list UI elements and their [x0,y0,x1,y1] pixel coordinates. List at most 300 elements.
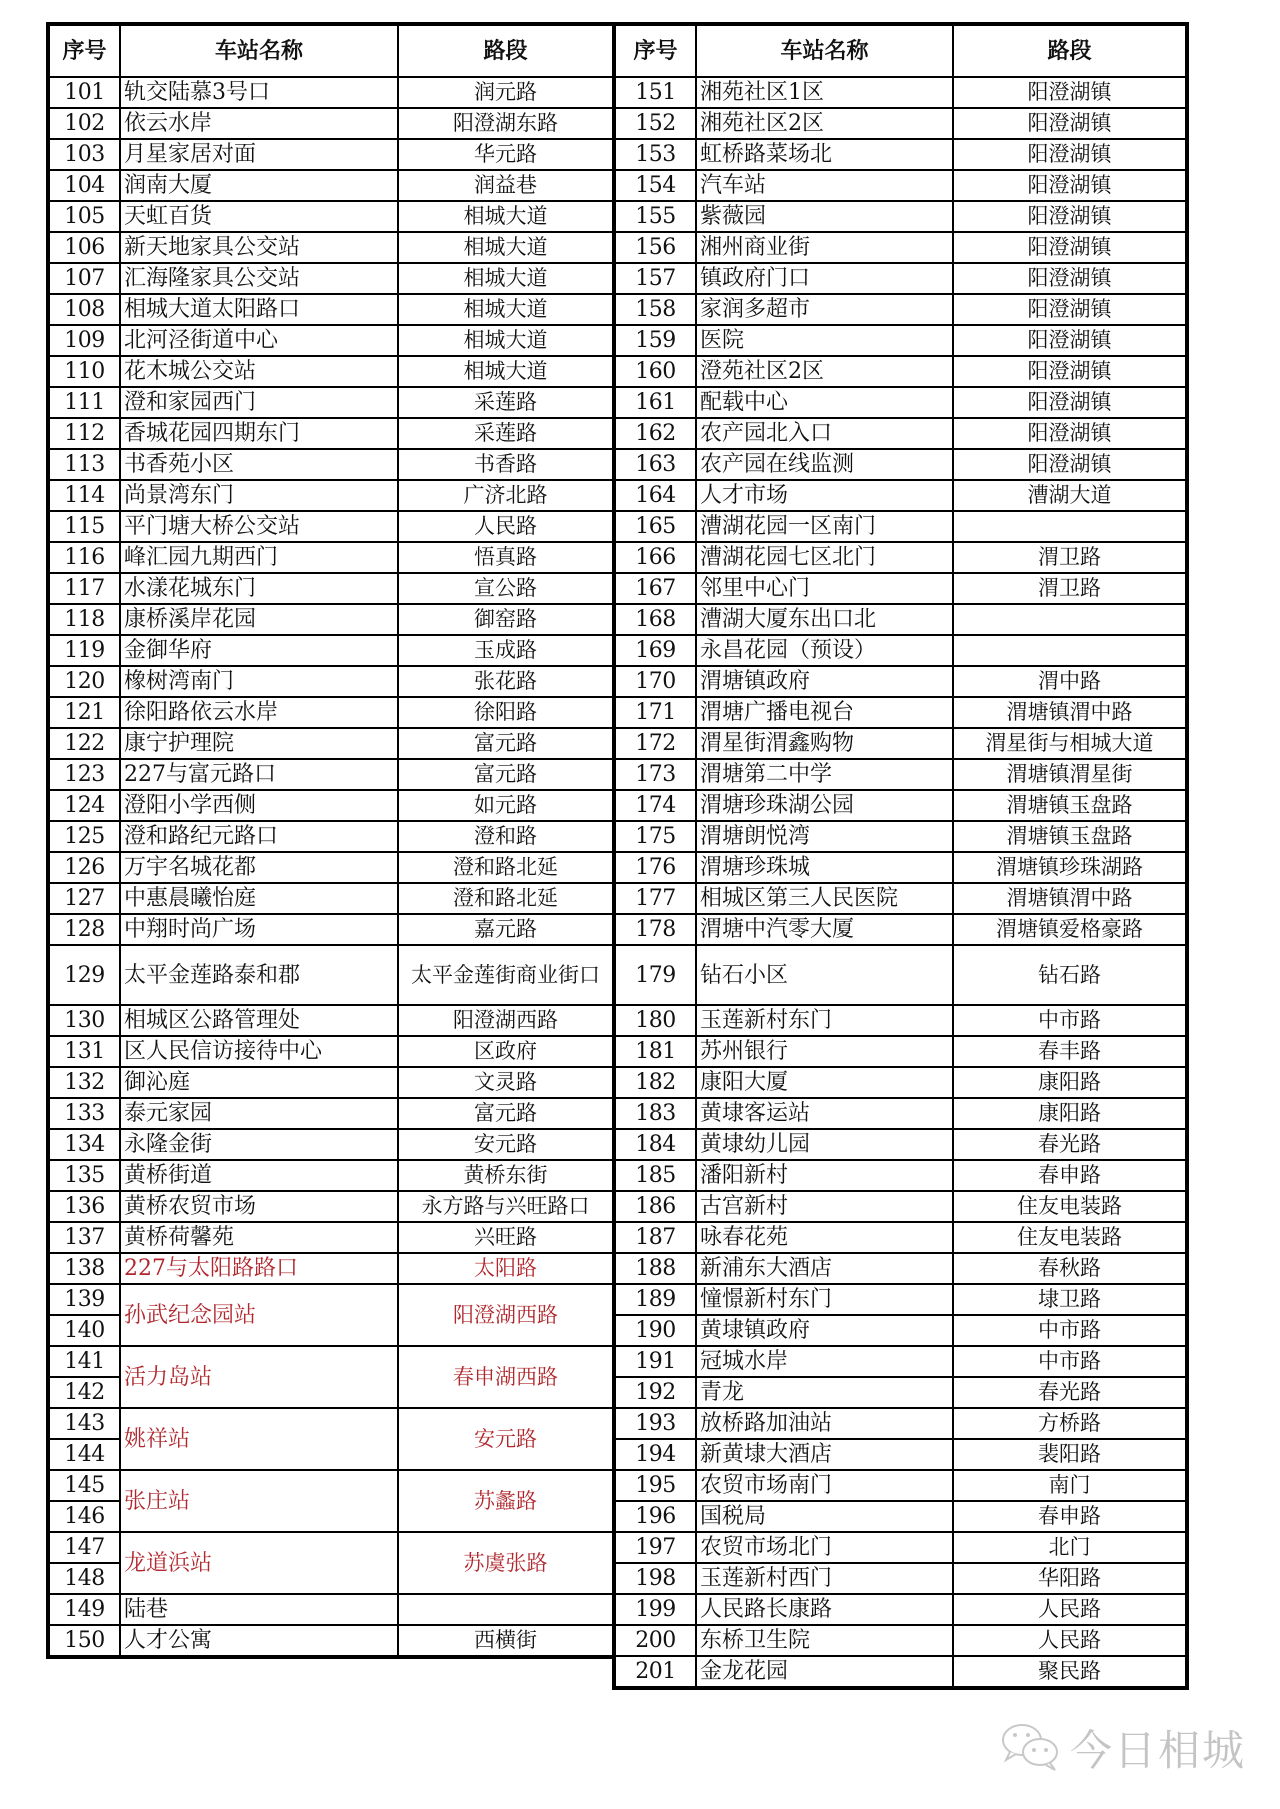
station-name: 农贸市场北门 [696,1532,953,1563]
road-name: 采莲路 [398,418,614,449]
table-row [614,1563,1187,1594]
table-row [614,759,1187,790]
station-name: 漕湖花园一区南门 [696,511,953,542]
row-no: 149 [48,1594,120,1625]
road-name: 如元路 [398,790,614,821]
station-name: 家润多超市 [696,294,953,325]
table-row [614,108,1187,139]
station-name: 农产园北入口 [696,418,953,449]
table-row [614,139,1187,170]
wechat-icon [1000,1720,1062,1776]
station-name: 御沁庭 [120,1067,398,1098]
station-name: 医院 [696,325,953,356]
station-name: 万宇名城花都 [120,852,398,883]
row-no: 104 [48,170,120,201]
table-row [48,1005,614,1036]
table-row [614,790,1187,821]
road-name: 富元路 [398,1098,614,1129]
row-no: 106 [48,232,120,263]
table-row [614,1067,1187,1098]
row-no: 123 [48,759,120,790]
row-no: 168 [614,604,696,635]
row-no: 199 [614,1594,696,1625]
station-table-left [46,22,616,1659]
road-name: 太平金莲街商业街口 [398,945,614,1005]
station-name: 汇海隆家具公交站 [120,263,398,294]
table-row [48,170,614,201]
station-name: 月星家居对面 [120,139,398,170]
header-no: 序号 [48,24,120,77]
row-no: 102 [48,108,120,139]
row-no: 175 [614,821,696,852]
road-name: 中市路 [953,1315,1187,1346]
row-no: 121 [48,697,120,728]
station-name: 香城花园四期东门 [120,418,398,449]
table-row [48,666,614,697]
row-no: 196 [614,1501,696,1532]
table-row [48,1284,614,1315]
table-row [614,1625,1187,1656]
road-name: 阳澄湖镇 [953,449,1187,480]
table-row [48,201,614,232]
road-name: 春申湖西路 [398,1346,614,1408]
station-name: 新浦东大酒店 [696,1253,953,1284]
station-name: 黄埭镇政府 [696,1315,953,1346]
road-name: 黄桥东街 [398,1160,614,1191]
road-name: 广济北路 [398,480,614,511]
row-no: 110 [48,356,120,387]
row-no: 155 [614,201,696,232]
road-name: 阳澄湖镇 [953,139,1187,170]
station-name: 黄桥荷馨苑 [120,1222,398,1253]
row-no: 103 [48,139,120,170]
station-name: 玉莲新村西门 [696,1563,953,1594]
table-row [614,294,1187,325]
row-no: 151 [614,77,696,108]
station-name: 黄埭客运站 [696,1098,953,1129]
row-no: 127 [48,883,120,914]
station-name: 渭星街渭鑫购物 [696,728,953,759]
table-row [614,1253,1187,1284]
table-row [614,201,1187,232]
table-row [614,1470,1187,1501]
row-no: 198 [614,1563,696,1594]
table-row [48,1129,614,1160]
road-name: 渭塘镇渭星街 [953,759,1187,790]
road-name: 渭卫路 [953,573,1187,604]
road-name: 西横街 [398,1625,614,1657]
station-name: 湘苑社区1区 [696,77,953,108]
row-no: 169 [614,635,696,666]
row-no: 137 [48,1222,120,1253]
row-no: 136 [48,1191,120,1222]
row-no: 162 [614,418,696,449]
table-row [48,1191,614,1222]
station-name: 轨交陆慕3号口 [120,77,398,108]
table-row [614,77,1187,108]
row-no: 144 [48,1439,120,1470]
row-no: 159 [614,325,696,356]
row-no: 187 [614,1222,696,1253]
watermark [1000,1718,1246,1778]
row-no: 184 [614,1129,696,1160]
row-no: 183 [614,1098,696,1129]
row-no: 116 [48,542,120,573]
table-row [48,77,614,108]
table-row [48,480,614,511]
station-name: 农产园在线监测 [696,449,953,480]
road-name: 人民路 [398,511,614,542]
row-no: 128 [48,914,120,945]
station-name: 镇政府门口 [696,263,953,294]
road-name: 相城大道 [398,201,614,232]
table-row [614,418,1187,449]
station-name: 澄苑社区2区 [696,356,953,387]
row-no: 160 [614,356,696,387]
row-no: 108 [48,294,120,325]
station-name: 新黄埭大酒店 [696,1439,953,1470]
road-name: 渭中路 [953,666,1187,697]
table-row [614,635,1187,666]
header-name: 车站名称 [120,24,398,77]
row-no: 133 [48,1098,120,1129]
station-name: 苏州银行 [696,1036,953,1067]
road-name: 华阳路 [953,1563,1187,1594]
row-no: 161 [614,387,696,418]
road-name: 采莲路 [398,387,614,418]
row-no: 177 [614,883,696,914]
table-row [48,852,614,883]
row-no: 134 [48,1129,120,1160]
row-no: 185 [614,1160,696,1191]
station-name: 人才市场 [696,480,953,511]
road-name: 人民路 [953,1594,1187,1625]
station-name: 澄阳小学西侧 [120,790,398,821]
station-name: 227与富元路口 [120,759,398,790]
station-name: 湘苑社区2区 [696,108,953,139]
left-body [48,77,614,1657]
row-no: 132 [48,1067,120,1098]
header-name: 车站名称 [696,24,953,77]
road-name: 宣公路 [398,573,614,604]
row-no: 179 [614,945,696,1005]
table-row [614,1005,1187,1036]
row-no: 188 [614,1253,696,1284]
station-name: 张庄站 [120,1470,398,1532]
table-row [614,945,1187,1005]
road-name [398,1594,614,1625]
road-name: 春申路 [953,1501,1187,1532]
row-no: 118 [48,604,120,635]
station-name: 相城区公路管理处 [120,1005,398,1036]
station-name: 227与太阳路路口 [120,1253,398,1284]
row-no: 163 [614,449,696,480]
station-name: 永昌花园（预设） [696,635,953,666]
header-road: 路段 [398,24,614,77]
road-name: 徐阳路 [398,697,614,728]
table-row [48,139,614,170]
station-name: 渭塘中汽零大厦 [696,914,953,945]
table-row [48,1253,614,1284]
road-name: 渭星街与相城大道 [953,728,1187,759]
station-name: 黄桥街道 [120,1160,398,1191]
header-road: 路段 [953,24,1187,77]
road-name: 阳澄湖镇 [953,418,1187,449]
table-row [614,511,1187,542]
row-no: 113 [48,449,120,480]
table-row [48,1625,614,1657]
road-name [953,635,1187,666]
header-row [48,24,614,77]
row-no: 122 [48,728,120,759]
station-name: 相城大道太阳路口 [120,294,398,325]
table-row [614,1222,1187,1253]
table-row [614,1656,1187,1688]
station-name: 渭塘珍珠湖公园 [696,790,953,821]
road-name: 安元路 [398,1129,614,1160]
station-name: 人民路长康路 [696,1594,953,1625]
road-name: 书香路 [398,449,614,480]
table-row [48,418,614,449]
road-name: 相城大道 [398,263,614,294]
row-no: 180 [614,1005,696,1036]
road-name: 康阳路 [953,1098,1187,1129]
station-name: 漕湖花园七区北门 [696,542,953,573]
station-name: 冠城水岸 [696,1346,953,1377]
table-row [48,1532,614,1563]
row-no: 125 [48,821,120,852]
station-name: 康桥溪岸花园 [120,604,398,635]
table-row [614,1594,1187,1625]
row-no: 109 [48,325,120,356]
road-name: 澄和路北延 [398,883,614,914]
road-name: 阳澄湖镇 [953,263,1187,294]
station-name: 黄桥农贸市场 [120,1191,398,1222]
station-name: 活力岛站 [120,1346,398,1408]
row-no: 138 [48,1253,120,1284]
road-name: 阳澄湖西路 [398,1005,614,1036]
table-row [614,1160,1187,1191]
table-row [48,449,614,480]
table-row [614,263,1187,294]
table-row [48,1067,614,1098]
station-name: 金御华府 [120,635,398,666]
road-name: 太阳路 [398,1253,614,1284]
table-row [48,1346,614,1377]
station-name: 康阳大厦 [696,1067,953,1098]
station-name: 康宁护理院 [120,728,398,759]
row-no: 130 [48,1005,120,1036]
station-name: 润南大厦 [120,170,398,201]
road-name: 中市路 [953,1346,1187,1377]
row-no: 126 [48,852,120,883]
table-row [614,1377,1187,1408]
row-no: 201 [614,1656,696,1688]
table-row [614,852,1187,883]
header-row [614,24,1187,77]
row-no: 158 [614,294,696,325]
station-name: 渭塘广播电视台 [696,697,953,728]
row-no: 195 [614,1470,696,1501]
station-name: 黄埭幼儿园 [696,1129,953,1160]
station-name: 农贸市场南门 [696,1470,953,1501]
table-row [614,914,1187,945]
table-row [48,604,614,635]
row-no: 153 [614,139,696,170]
road-name: 阳澄湖镇 [953,201,1187,232]
road-name: 聚民路 [953,1656,1187,1688]
row-no: 119 [48,635,120,666]
road-name: 渭塘镇渭中路 [953,697,1187,728]
row-no: 194 [614,1439,696,1470]
road-name: 澄和路北延 [398,852,614,883]
row-no: 154 [614,170,696,201]
table-row [614,666,1187,697]
road-name: 住友电装路 [953,1222,1187,1253]
road-name: 阳澄湖镇 [953,108,1187,139]
table-row [48,790,614,821]
road-name: 渭塘镇爱格豪路 [953,914,1187,945]
station-name: 渭塘朗悦湾 [696,821,953,852]
station-name: 陆巷 [120,1594,398,1625]
row-no: 173 [614,759,696,790]
table-row [48,883,614,914]
station-name: 配载中心 [696,387,953,418]
row-no: 182 [614,1067,696,1098]
road-name: 御窑路 [398,604,614,635]
row-no: 135 [48,1160,120,1191]
station-name: 相城区第三人民医院 [696,883,953,914]
station-name: 汽车站 [696,170,953,201]
station-name: 永隆金街 [120,1129,398,1160]
station-name: 咏春花苑 [696,1222,953,1253]
station-name: 玉莲新村东门 [696,1005,953,1036]
station-name: 区人民信访接待中心 [120,1036,398,1067]
table-row [48,108,614,139]
table-row [48,1594,614,1625]
table-row [614,356,1187,387]
station-name: 渭塘珍珠城 [696,852,953,883]
station-name: 澄和路纪元路口 [120,821,398,852]
table-row [614,1408,1187,1439]
station-name: 峰汇园九期西门 [120,542,398,573]
table-row [48,821,614,852]
station-name: 国税局 [696,1501,953,1532]
road-name: 南门 [953,1470,1187,1501]
row-no: 181 [614,1036,696,1067]
row-no: 129 [48,945,120,1005]
table-row [614,1098,1187,1129]
row-no: 115 [48,511,120,542]
table-row [48,387,614,418]
station-name: 天虹百货 [120,201,398,232]
station-name: 渭塘镇政府 [696,666,953,697]
station-name: 邻里中心门 [696,573,953,604]
row-no: 189 [614,1284,696,1315]
station-table-right [612,22,1189,1690]
table-row [614,1501,1187,1532]
row-no: 192 [614,1377,696,1408]
road-name: 相城大道 [398,294,614,325]
road-name: 兴旺路 [398,1222,614,1253]
row-no: 139 [48,1284,120,1315]
station-name: 徐阳路依云水岸 [120,697,398,728]
station-name: 青龙 [696,1377,953,1408]
row-no: 152 [614,108,696,139]
station-name: 花木城公交站 [120,356,398,387]
station-name: 紫薇园 [696,201,953,232]
road-name [953,604,1187,635]
road-name [953,511,1187,542]
road-name: 春光路 [953,1129,1187,1160]
row-no: 140 [48,1315,120,1346]
station-name: 东桥卫生院 [696,1625,953,1656]
table-row [614,232,1187,263]
road-name: 阳澄湖镇 [953,325,1187,356]
station-name: 书香苑小区 [120,449,398,480]
row-no: 200 [614,1625,696,1656]
row-no: 170 [614,666,696,697]
road-name: 漕湖大道 [953,480,1187,511]
row-no: 193 [614,1408,696,1439]
table-row [614,1439,1187,1470]
road-name: 埭卫路 [953,1284,1187,1315]
station-name: 潘阳新村 [696,1160,953,1191]
table-row [614,1315,1187,1346]
road-name: 钻石路 [953,945,1187,1005]
row-no: 191 [614,1346,696,1377]
row-no: 112 [48,418,120,449]
station-name: 漕湖大厦东出口北 [696,604,953,635]
right-body [614,77,1187,1688]
table-row [614,728,1187,759]
road-name: 玉成路 [398,635,614,666]
row-no: 148 [48,1563,120,1594]
station-name: 泰元家园 [120,1098,398,1129]
row-no: 197 [614,1532,696,1563]
table-row [614,821,1187,852]
station-name: 放桥路加油站 [696,1408,953,1439]
station-name: 湘州商业街 [696,232,953,263]
station-name: 橡树湾南门 [120,666,398,697]
row-no: 190 [614,1315,696,1346]
station-name: 金龙花园 [696,1656,953,1688]
table-row [48,542,614,573]
table-row [48,1222,614,1253]
table-row [614,883,1187,914]
road-name: 阳澄湖镇 [953,387,1187,418]
row-no: 146 [48,1501,120,1532]
table-row [614,387,1187,418]
row-no: 141 [48,1346,120,1377]
table-row [614,542,1187,573]
station-name: 憧憬新村东门 [696,1284,953,1315]
road-name: 区政府 [398,1036,614,1067]
table-row [614,1284,1187,1315]
station-name: 孙武纪念园站 [120,1284,398,1346]
table-row [48,945,614,1005]
road-name: 渭塘镇渭中路 [953,883,1187,914]
table-row [48,263,614,294]
station-name: 北河泾街道中心 [120,325,398,356]
row-no: 165 [614,511,696,542]
station-name: 中翔时尚广场 [120,914,398,945]
row-no: 166 [614,542,696,573]
road-name: 渭塘镇玉盘路 [953,821,1187,852]
table-row [614,449,1187,480]
table-row [48,232,614,263]
row-no: 114 [48,480,120,511]
